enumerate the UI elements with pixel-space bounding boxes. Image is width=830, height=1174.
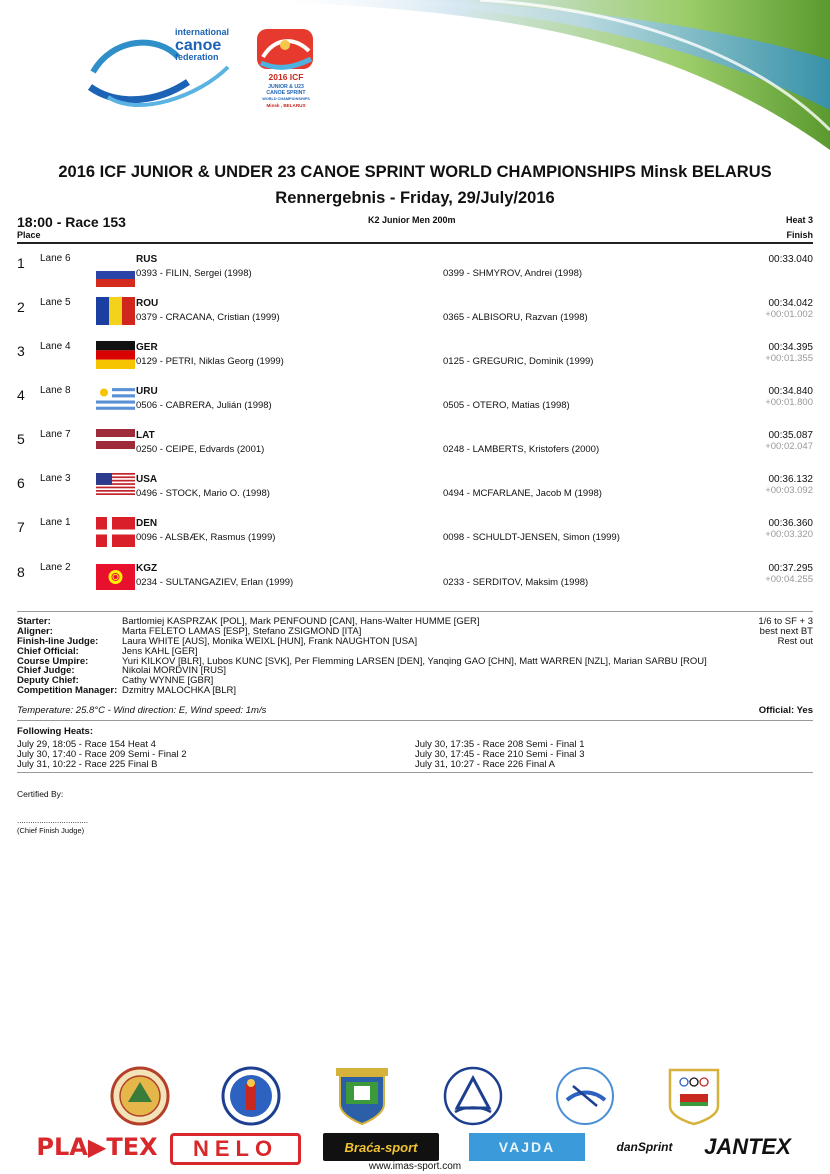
following-heats-left bbox=[17, 740, 187, 770]
result-athlete-2: 0494 - MCFARLANE, Jacob M (1998) bbox=[443, 488, 602, 499]
result-row bbox=[0, 429, 830, 473]
following-heat-item: July 31, 10:27 - Race 226 Final A bbox=[415, 759, 555, 770]
result-athlete-2: 0233 - SERDITOV, Maksim (1998) bbox=[443, 577, 589, 588]
finish-column-label: Finish bbox=[786, 230, 813, 240]
qualification-line: best next BT bbox=[759, 625, 813, 637]
result-place: 4 bbox=[17, 387, 25, 403]
result-athlete-1: 0096 - ALSBÆK, Rasmus (1999) bbox=[136, 532, 276, 543]
official-names: Bartlomiej KASPRZAK [POL], Mark PENFOUND [CAN], Hans-Walter HUMME [GER] bbox=[122, 616, 480, 627]
belarus-olympic-seal-icon bbox=[664, 1066, 724, 1126]
rou-flag-icon bbox=[96, 297, 135, 325]
result-athlete-1: 0393 - FILIN, Sergei (1998) bbox=[136, 268, 252, 279]
official-names: Dzmitry MALOCHKA [BLR] bbox=[122, 685, 237, 697]
result-place: 7 bbox=[17, 519, 25, 535]
result-nation: DEN bbox=[136, 518, 158, 529]
event-logo-line1: 2016 ICF bbox=[268, 72, 304, 82]
following-heats-title: Following Heats: bbox=[17, 726, 93, 737]
result-place: 6 bbox=[17, 475, 25, 491]
result-row bbox=[0, 341, 830, 385]
header-divider bbox=[17, 242, 813, 244]
result-diff: +00:03.320 bbox=[765, 529, 813, 540]
result-row bbox=[0, 297, 830, 341]
city-crest-seal-icon bbox=[332, 1066, 392, 1126]
qualification-line: Rest out bbox=[777, 635, 813, 647]
result-place: 1 bbox=[17, 255, 25, 271]
event-logo-line2: JUNIOR & U23 bbox=[268, 84, 304, 90]
icf-logo-line3: federation bbox=[175, 52, 219, 62]
result-lane: Lane 1 bbox=[40, 517, 71, 528]
result-lane: Lane 7 bbox=[40, 429, 71, 440]
result-time: 00:34.042 bbox=[768, 298, 813, 309]
usa-flag-icon bbox=[96, 473, 135, 495]
lat-flag-icon bbox=[96, 429, 135, 449]
kgz-flag-icon bbox=[96, 564, 135, 590]
following-heat-item: July 30, 17:45 - Race 210 Semi - Final 3 bbox=[415, 749, 585, 760]
result-row bbox=[0, 517, 830, 561]
signature-line: ................................ bbox=[17, 816, 89, 825]
chief-finish-judge-label: (Chief Finish Judge) bbox=[17, 826, 85, 835]
result-athlete-2: 0098 - SCHULDT-JENSEN, Simon (1999) bbox=[443, 532, 620, 543]
official-names: Jens KAHL [GER] bbox=[122, 645, 198, 657]
page-subtitle: Rennergebnis - Friday, 29/July/2016 bbox=[275, 189, 555, 207]
result-lane: Lane 8 bbox=[40, 385, 71, 396]
den-flag-icon bbox=[96, 517, 135, 547]
result-nation: URU bbox=[136, 386, 158, 397]
certified-by-label: Certified By: bbox=[17, 789, 64, 799]
uru-flag-icon bbox=[96, 385, 135, 413]
result-nation: RUS bbox=[136, 254, 158, 265]
result-place: 2 bbox=[17, 299, 25, 315]
ger-flag-icon bbox=[96, 341, 135, 369]
official-names: Yuri KILKOV [BLR], Lubos KUNC [SVK], Per Flemming LARSEN [DEN], Yanqing GAO [CHN], Matt WARREN [NZL], Marian SARBU [ROU] bbox=[122, 655, 707, 667]
result-time: 00:33.040 bbox=[768, 254, 813, 265]
result-lane: Lane 4 bbox=[40, 341, 71, 352]
icf-logo bbox=[88, 27, 238, 112]
official-role: Chief Judge: bbox=[17, 665, 75, 677]
result-nation: GER bbox=[136, 342, 158, 353]
official-names: Laura WHITE [AUS], Monika WEIXL [HUN], Frank NAUGHTON [USA] bbox=[122, 635, 418, 647]
rus-flag-icon bbox=[96, 263, 135, 287]
result-athlete-1: 0496 - STOCK, Mario O. (1998) bbox=[136, 488, 270, 499]
icf-logo-line2: canoe bbox=[175, 37, 222, 54]
result-row bbox=[0, 253, 830, 297]
result-athlete-1: 0379 - CRACANA, Cristian (1999) bbox=[136, 312, 280, 323]
result-nation: ROU bbox=[136, 298, 159, 309]
result-diff: +00:01.002 bbox=[765, 309, 813, 320]
result-lane: Lane 3 bbox=[40, 473, 71, 484]
result-diff: +00:04.255 bbox=[765, 574, 813, 585]
official-names: Marta FELETO LAMAS [ESP], Stefano ZSIGMOND [ITA] bbox=[122, 625, 362, 637]
result-athlete-2: 0505 - OTERO, Matias (1998) bbox=[443, 400, 570, 411]
event-logo-line4: WORLD CHAMPIONSHIPS bbox=[262, 97, 310, 101]
result-time: 00:36.132 bbox=[768, 474, 813, 485]
result-athlete-1: 0250 - CEIPE, Edvards (2001) bbox=[136, 444, 265, 455]
weather-divider bbox=[17, 720, 813, 721]
following-divider bbox=[17, 772, 813, 773]
heat-label: Heat 3 bbox=[785, 215, 813, 225]
result-row bbox=[0, 562, 830, 606]
dansprint-sponsor-logo: danSprint bbox=[616, 1140, 673, 1154]
event-logo-line5: Minsk , BELARUS bbox=[266, 103, 306, 108]
canoe-club-seal-icon bbox=[555, 1066, 615, 1126]
result-lane: Lane 2 bbox=[40, 562, 71, 573]
website-url: www.imas-sport.com bbox=[368, 1161, 462, 1172]
result-place: 8 bbox=[17, 564, 25, 580]
result-row bbox=[0, 473, 830, 517]
following-heats-right bbox=[415, 740, 585, 770]
following-heat-item: July 30, 17:40 - Race 209 Semi - Final 2 bbox=[17, 749, 187, 760]
result-nation: KGZ bbox=[136, 563, 158, 574]
race-time: 18:00 - Race 153 bbox=[17, 214, 126, 230]
result-athlete-1: 0234 - SULTANGAZIEV, Erlan (1999) bbox=[136, 577, 294, 588]
result-time: 00:36.360 bbox=[768, 518, 813, 529]
result-athlete-2: 0125 - GREGURIC, Dominik (1999) bbox=[443, 356, 594, 367]
sports-club-seal-icon bbox=[110, 1066, 170, 1126]
result-athlete-2: 0248 - LAMBERTS, Kristofers (2000) bbox=[443, 444, 600, 455]
result-lane: Lane 6 bbox=[40, 253, 71, 264]
minsk-region-seal-icon bbox=[221, 1066, 281, 1126]
result-time: 00:37.295 bbox=[768, 563, 813, 574]
result-time: 00:34.840 bbox=[768, 386, 813, 397]
official-role: Chief Official: bbox=[17, 645, 79, 657]
result-place: 5 bbox=[17, 431, 25, 447]
qualification-line: 1/6 to SF + 3 bbox=[758, 616, 813, 627]
result-athlete-2: 0399 - SHMYROV, Andrei (1998) bbox=[443, 268, 583, 279]
official-role: Course Umpire: bbox=[17, 655, 89, 667]
following-heat-item: July 29, 18:05 - Race 154 Heat 4 bbox=[17, 739, 156, 750]
official-names: Cathy WYNNE [GBR] bbox=[122, 675, 214, 687]
rowing-federation-seal-icon bbox=[443, 1066, 503, 1126]
result-diff: +00:03.092 bbox=[765, 485, 813, 496]
event-logo bbox=[255, 27, 317, 113]
official-role: Finish-line Judge: bbox=[17, 635, 99, 647]
following-heat-item: July 31, 10:22 - Race 225 Final B bbox=[17, 759, 158, 770]
icf-logo-line1: international bbox=[175, 27, 230, 37]
page-title: 2016 ICF JUNIOR & UNDER 23 CANOE SPRINT WORLD CHAMPIONSHIPS Minsk BELARUS bbox=[58, 163, 772, 181]
plastex-sponsor-logo: PLA▶TEX bbox=[36, 1133, 158, 1161]
result-lane: Lane 5 bbox=[40, 297, 71, 308]
result-diff: +00:01.800 bbox=[765, 397, 813, 408]
official-role: Deputy Chief: bbox=[17, 675, 79, 687]
qualification-rules bbox=[758, 617, 813, 647]
official-status: Official: Yes bbox=[758, 705, 813, 716]
place-column-label: Place bbox=[17, 230, 41, 240]
event-name: K2 Junior Men 200m bbox=[368, 215, 456, 225]
weather-info: Temperature: 25.8°C - Wind direction: E, Wind speed: 1m/s bbox=[17, 705, 267, 716]
result-diff: +00:02.047 bbox=[765, 441, 813, 452]
result-time: 00:35.087 bbox=[768, 430, 813, 441]
event-logo-line3: CANOE SPRINT bbox=[266, 90, 306, 96]
official-role: Competition Manager: bbox=[17, 685, 118, 697]
result-athlete-2: 0365 - ALBISORU, Razvan (1998) bbox=[443, 312, 588, 323]
official-role: Starter: bbox=[17, 616, 51, 627]
result-nation: LAT bbox=[136, 430, 155, 441]
result-time: 00:34.395 bbox=[768, 342, 813, 353]
nelo-sponsor-logo: NELO bbox=[170, 1133, 301, 1165]
vajda-sponsor-logo: VAJDA bbox=[469, 1133, 585, 1161]
following-heat-item: July 30, 17:35 - Race 208 Semi - Final 1 bbox=[415, 739, 585, 750]
official-names: Nikolai MORDVIN [RUS] bbox=[122, 665, 226, 677]
result-row bbox=[0, 385, 830, 429]
result-athlete-1: 0129 - PETRI, Niklas Georg (1999) bbox=[136, 356, 284, 367]
result-nation: USA bbox=[136, 474, 158, 485]
braca-sport-sponsor-logo: Braća-sport bbox=[323, 1133, 439, 1161]
result-diff: +00:01.355 bbox=[765, 353, 813, 364]
results-divider bbox=[17, 611, 813, 612]
result-athlete-1: 0506 - CABRERA, Julián (1998) bbox=[136, 400, 272, 411]
result-place: 3 bbox=[17, 343, 25, 359]
official-role: Aligner: bbox=[17, 625, 53, 637]
jantex-sponsor-logo: JANTEX bbox=[704, 1134, 791, 1159]
